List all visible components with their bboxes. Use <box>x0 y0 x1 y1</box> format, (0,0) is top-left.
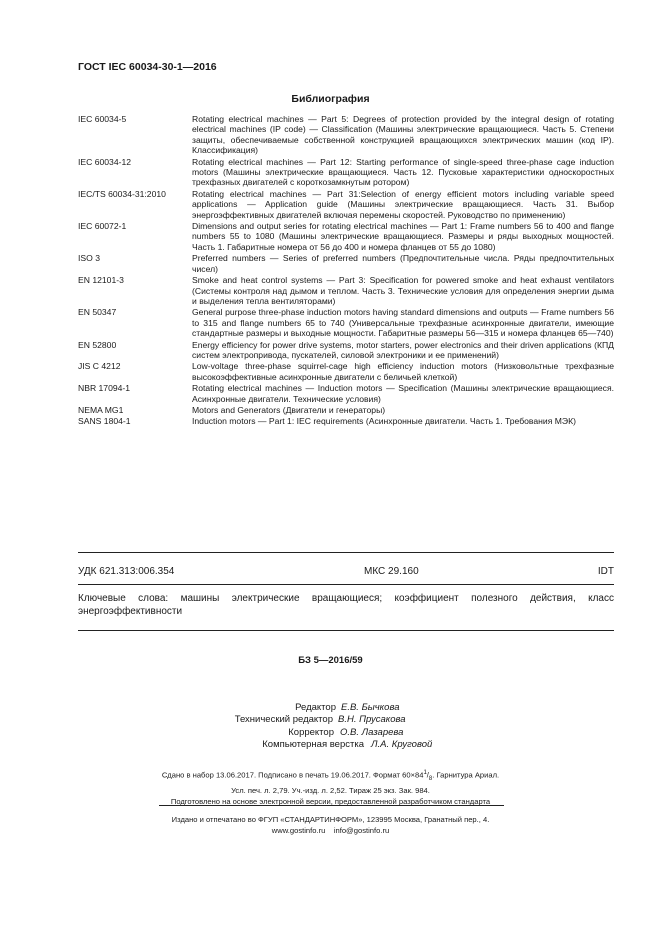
print-info <box>0 768 661 807</box>
divider-line <box>78 552 614 553</box>
print-line-2: Усл. печ. л. 2,79. Уч.-изд. л. 2,52. Тираж 25 экз. Зак. 984. <box>231 786 430 796</box>
entry-text: Induction motors — Part 1: IEC requirements (Асинхронные двигатели. Часть 1. Требования МЭК) <box>192 416 576 427</box>
credit-role: Редактор <box>295 702 336 713</box>
entry-text: Dimensions and output series for rotating electrical machines — Part 1: Frame numbers 56 to 400 and flange numbers 55 to 1080 (Машины электрические вращающиеся. Размеры и ряды выходных мощностей. Часть 1. Габаритные номера от 56 до 400 и номера фланцев от 55 до 1080) <box>192 221 614 252</box>
print-typeface: . Гарнитура Ариал. <box>432 770 500 780</box>
bibliography-entry <box>78 340 614 361</box>
bibliography-entry <box>78 253 614 274</box>
entry-code: ISO 3 <box>78 253 100 264</box>
publisher-contacts <box>0 825 661 836</box>
divider-line <box>78 584 614 585</box>
entry-text: Rotating electrical machines — Part 31:Selection of energy efficient motors including variable speed applications — Application guide (Машины электрические вращающиеся. Часть 31. Выбор энергоэффективных двигателей включая перемены скоростей. Руководство по применению) <box>192 188 614 220</box>
bibliography-entry <box>78 405 614 415</box>
bibliography-entry <box>78 361 614 382</box>
bibliography-entry <box>78 275 614 306</box>
publisher-line: Издано и отпечатано во ФГУП «СТАНДАРТИНФОРМ», 123995 Москва, Гранатный пер., 4. <box>171 815 490 824</box>
entry-text: Rotating electrical machines — Induction motors — Specification (Машины электрические вращающиеся. Асинхронные двигатели. Технические условия) <box>192 383 614 404</box>
entry-text: Rotating electrical machines — Part 12: Starting performance of single-speed three-phase cage induction motors (Машины электрические вращающиеся. Часть 12. Пусковые характеристики односкоростных трехфазных двигателей с короткозамкнутым ротором) <box>192 156 614 188</box>
entry-text: Preferred numbers — Series of preferred numbers (Предпочтительные числа. Ряды предпочтительных чисел) <box>192 253 614 274</box>
entry-text: Motors and Generators (Двигатели и генераторы) <box>192 404 386 415</box>
keywords: Ключевые слова: машины электрические вращающиеся; коэффициент полезного действия, класс энергоэффективности <box>78 593 614 617</box>
entry-text: General purpose three-phase induction motors having standard dimensions and outputs — Frame numbers 56 to 315 and flange numbers 65 to 740 (Универсальные трехфазные асинхронные двигатели, имеющие стандартные размеры и выходные мощности. Габаритные размеры 56—315 и номера фланцев 65—740) <box>192 307 614 339</box>
credit-role: Компьютерная верстка <box>262 738 364 750</box>
entry-code: IEC 60072-1 <box>78 221 127 232</box>
credit-role: Корректор <box>288 726 334 738</box>
udk-code: УДК 621.313:006.354 <box>78 566 175 577</box>
entry-text: Low-voltage three-phase squirrel-cage high efficiency induction motors (Низковольтные трехфазные высокоэффективные асинхронные двигатели с беличьей клеткой) <box>192 361 614 382</box>
bz-number: БЗ 5—2016/59 <box>298 655 363 666</box>
divider-line <box>78 630 614 631</box>
print-line-1: Сдано в набор 13.06.2017. Подписано в печать 19.06.2017. Формат $60\times 84^1/_8$. Гарнитура Ариал. <box>161 770 500 783</box>
bibliography-entry <box>78 383 614 404</box>
entry-code: JIS C 4212 <box>78 361 121 372</box>
entry-text: Smoke and heat control systems — Part 3: Specification for powered smoke and heat exhaust ventilators (Системы контроля над дымом и теплом. Часть 3. Технические условия для определения энергии дыма и выделения тепла вентиляторами) <box>192 275 614 306</box>
publisher-email[interactable]: info@gostinfo.ru <box>333 826 390 835</box>
credit-role: Технический редактор <box>234 714 333 726</box>
entry-code: NEMA MG1 <box>78 404 124 415</box>
bibliography-entry <box>78 189 614 220</box>
credit-person: Л.А. Круговой <box>371 738 433 750</box>
bibliography-entry <box>78 221 614 252</box>
bibliography-title: Библиография <box>291 93 370 105</box>
print-line-3: Подготовлено на основе электронной версии, предоставленной разработчиком стандарта <box>170 797 491 807</box>
bibliography-entry <box>78 416 614 426</box>
credit-person: Е.В. Бычкова <box>341 702 400 713</box>
entry-code: EN 50347 <box>78 307 117 318</box>
entry-code: IEC/TS 60034-31:2010 <box>78 188 166 199</box>
credit-person: О.В. Лазарева <box>340 726 404 738</box>
entry-code: IEC 60034-5 <box>78 114 127 124</box>
bibliography-entry <box>78 114 614 156</box>
entry-text: Energy efficiency for power drive systems, motor starters, power electronics and their driven applications (КПД систем электропривода, пускателей, силовой электроники и ее применений) <box>192 339 614 360</box>
entry-code: IEC 60034-12 <box>78 156 132 167</box>
publisher-info <box>0 814 661 836</box>
print-dates-format: Сдано в набор 13.06.2017. Подписано в печать 19.06.2017. Формат 60×84 <box>161 770 424 780</box>
document-code-header: ГОСТ IEC 60034-30-1—2016 <box>78 61 217 73</box>
entry-text: Rotating electrical machines — Part 5: Degrees of protection provided by the integral design of rotating electrical machines (IP code) — Classification (Машины электрические вращающиеся. Часть 5. Степени защиты, обеспечиваемые собственной конструкцией вращающихся электрических машин (код IP). Классификация) <box>192 114 614 156</box>
credit-person: В.Н. Прусакова <box>338 714 406 726</box>
format-sup: 1 <box>423 770 427 776</box>
entry-code: EN 12101-3 <box>78 275 124 286</box>
bibliography-entry <box>78 157 614 188</box>
entry-code: NBR 17094-1 <box>78 383 131 394</box>
bibliography-list <box>78 114 614 428</box>
idt-label: IDT <box>597 566 614 577</box>
mks-code: МКС 29.160 <box>364 566 419 577</box>
bibliography-entry <box>78 307 614 338</box>
divider-line <box>159 805 504 806</box>
format-sub: 8 <box>428 776 433 783</box>
entry-code: SANS 1804-1 <box>78 416 131 427</box>
entry-code: EN 52800 <box>78 339 117 350</box>
publisher-site[interactable]: www.gostinfo.ru <box>271 826 326 835</box>
